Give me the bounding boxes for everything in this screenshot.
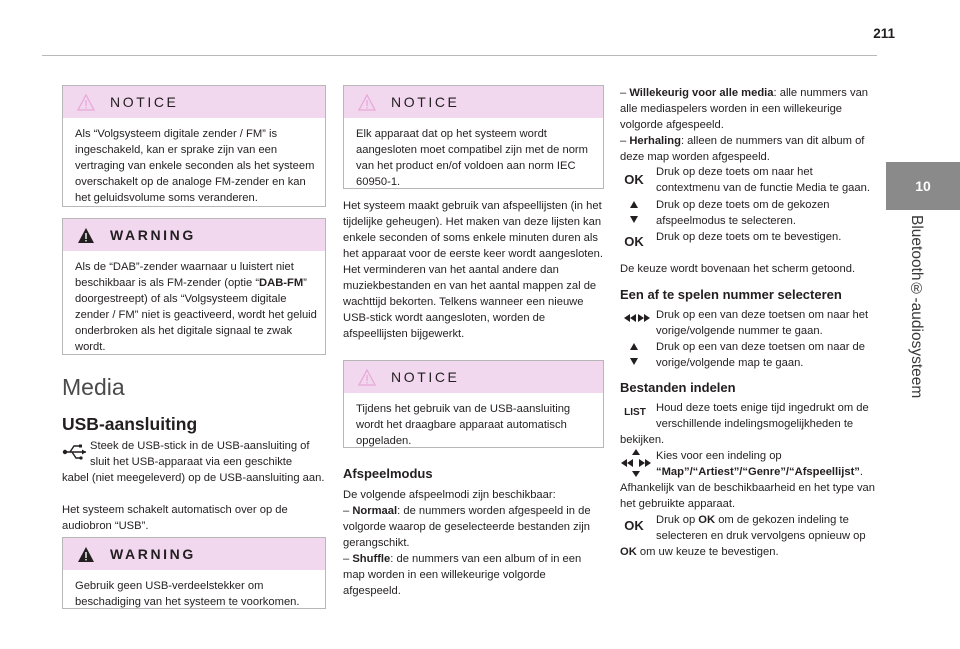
warning-icon xyxy=(77,546,95,563)
ok-button-icon: OK xyxy=(624,518,644,533)
playback-modes-continued: – Willekeurig voor alle media: alle nummers van alle mediaspelers worden in een willekeurige volgorde afgespeeld. – Herhaling: alleen de nummers van dit album of deze map worden afgespeeld. xyxy=(620,87,869,163)
warning-text: Als de “DAB”-zender waarnaar u luistert niet beschikbaar is als FM-zender (optie “DAB-FM” doorgestreept) of als “Volgsysteem digitale zender / FM” niet is geactiveerd, wordt het geluid onderbroken als het digitale signaal te zwak wordt. xyxy=(75,261,317,353)
notice-text: Elk apparaat dat op het systeem wordt aangesloten moet compatibel zijn met de norm van het product en/of voldoen aan norm IEC 60950-1. xyxy=(356,128,588,188)
organise-files-heading: Bestanden indelen xyxy=(620,380,736,395)
playlist-paragraph-2: Het verminderen van het aantal andere dan muziekbestanden en van het aantal mappen zal de wachttijd bekorten. Telkens wanneer een nieuwe USB-stick wordt aangesloten, worden de afspeellijsten bijgewerkt. xyxy=(343,264,597,340)
notice-title: NOTICE xyxy=(110,94,179,110)
usb-icon xyxy=(62,442,90,462)
notice-text: Tijdens het gebruik van de USB-aansluiting wordt het draagbare apparaat automatisch opgeladen. xyxy=(356,403,571,447)
afspeelmodus-text: De volgende afspeelmodi zijn beschikbaar: – Normaal: de nummers worden afgespeeld in de volgorde waarop de geselecteerde bestanden zijn gerangschikt. – Shuffle: de nummers van een album of in een map worden in een willekeurige volgorde afgespeeld. xyxy=(343,489,591,597)
four-way-arrows-icon xyxy=(620,448,652,478)
header-rule xyxy=(42,55,877,56)
warning-text: Gebruik geen USB-verdeelstekker om beschadiging van het systeem te voorkomen. xyxy=(75,580,300,608)
notice-warning-icon xyxy=(358,369,376,386)
notice-warning-icon xyxy=(77,94,95,111)
notice-warning-icon xyxy=(358,94,376,111)
left-right-arrows-icon xyxy=(623,313,651,323)
ok-button-icon: OK xyxy=(624,234,644,249)
notice-text: Als “Volgsysteem digitale zender / FM” is ingeschakeld, kan er sprake zijn van een vertraging van enkele seconden als het systeem overschakelt op de analoge FM-zender en kan het geluidsvolume soms veranderen. xyxy=(75,128,315,204)
notice-box-2 xyxy=(343,85,604,189)
choice-text: De keuze wordt bovenaan het scherm getoond. xyxy=(620,263,856,275)
up-down-arrows-icon xyxy=(627,199,641,225)
notice-box-1 xyxy=(62,85,326,207)
warning-icon xyxy=(77,227,95,244)
page-number: 211 xyxy=(873,26,895,41)
media-heading: Media xyxy=(62,374,125,400)
warning-title: WARNING xyxy=(110,227,196,243)
ok-button-icon: OK xyxy=(624,172,644,187)
up-down-arrows-icon xyxy=(627,341,641,367)
select-track-heading: Een af te spelen nummer selecteren xyxy=(620,287,842,302)
warning-box-1 xyxy=(62,218,326,355)
list-button-icon: LIST xyxy=(624,407,646,418)
chapter-title: Bluetooth®-audiosysteem xyxy=(908,215,925,399)
playlist-paragraph-1: Het systeem maakt gebruik van afspeellijsten (in het tijdelijke geheugen). Het maken van deze lijsten kan enkele seconden of soms enkele minuten duren als het apparaat voor de eerste keer wordt aangesloten. xyxy=(343,200,603,260)
warning-title: WARNING xyxy=(110,546,196,562)
warning-box-2 xyxy=(62,537,326,609)
usb-heading: USB-aansluiting xyxy=(62,414,198,434)
chapter-tab[interactable]: 10 xyxy=(886,162,960,210)
afspeelmodus-heading: Afspeelmodus xyxy=(343,466,433,481)
notice-box-3 xyxy=(343,360,604,448)
notice-title: NOTICE xyxy=(391,94,460,110)
notice-title: NOTICE xyxy=(391,369,460,385)
